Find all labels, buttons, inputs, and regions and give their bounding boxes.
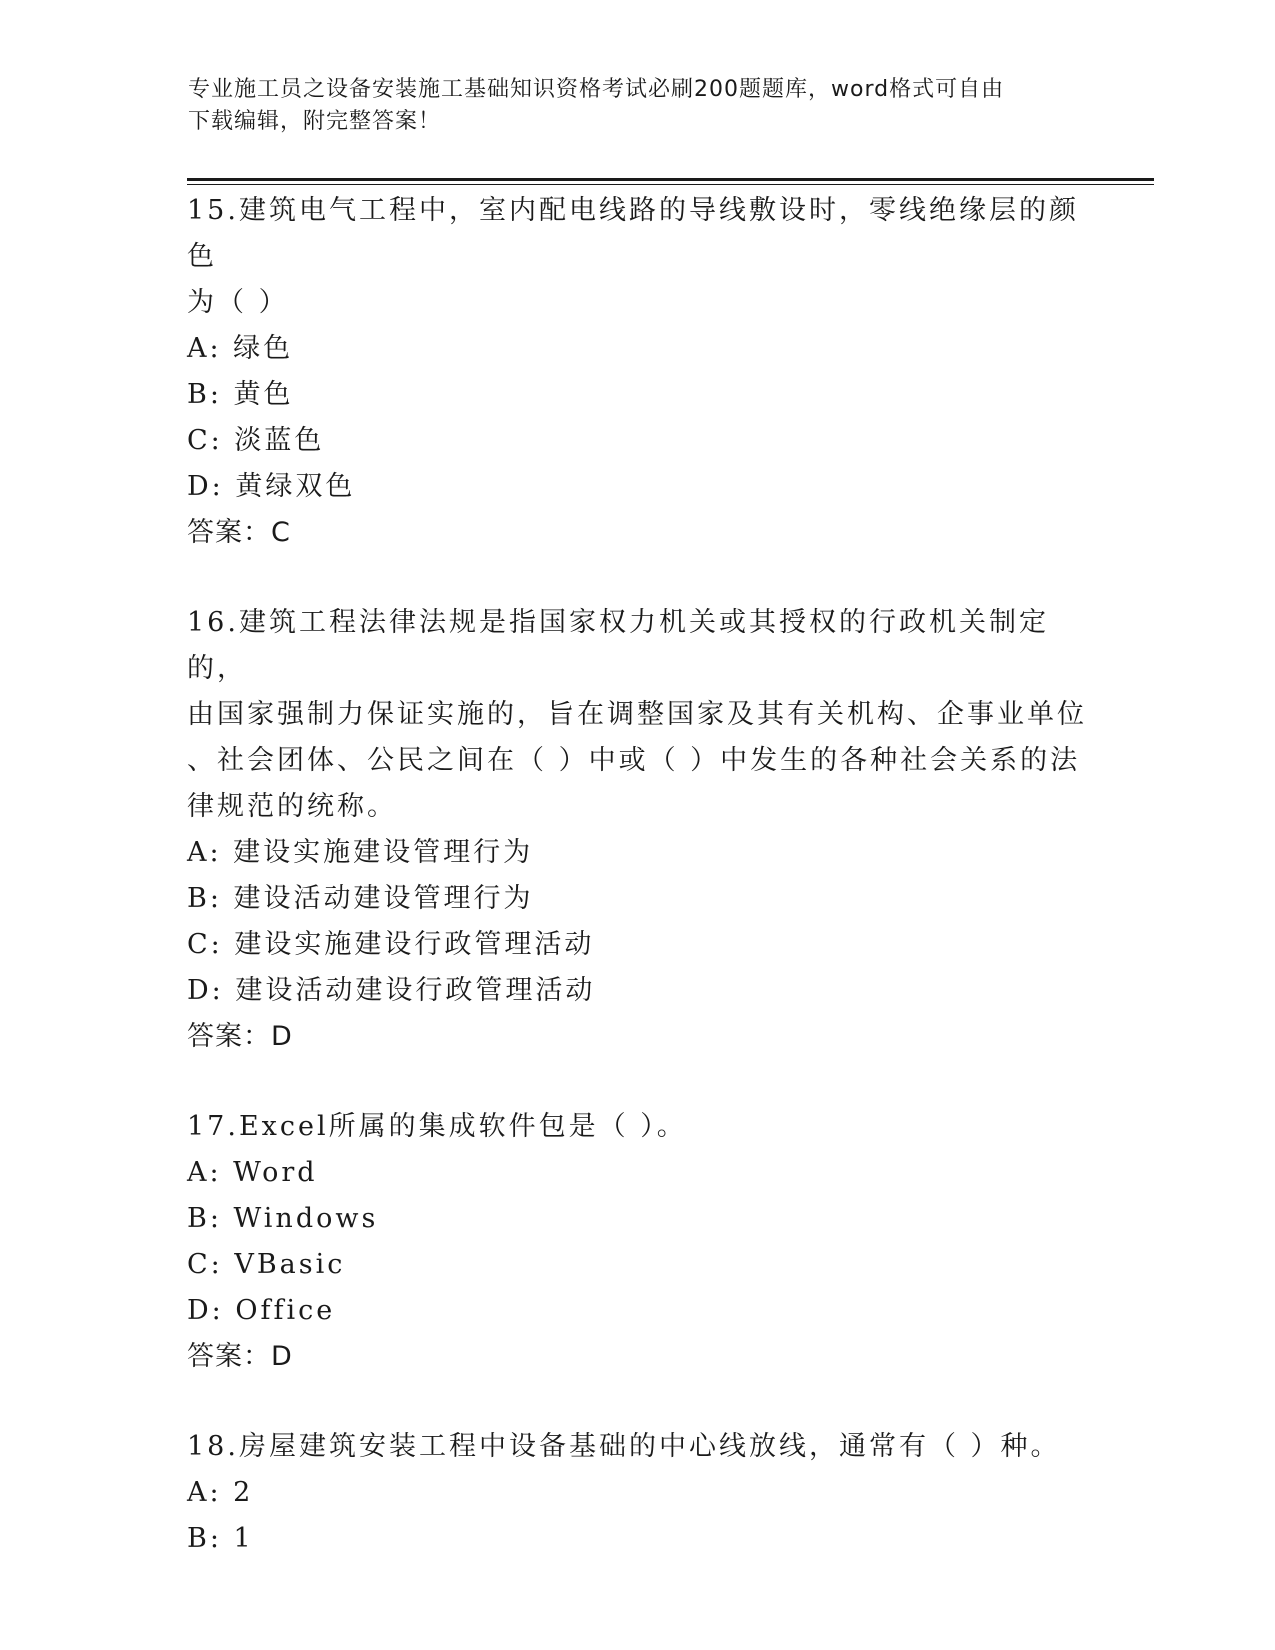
question-17-option-d: D: Office [187,1295,336,1326]
document-header [188,74,1068,138]
question-18-line-1: 18.房屋建筑安装工程中设备基础的中心线放线，通常有（ ）种。 [187,1431,1061,1462]
question-18-option-a: A: 2 [187,1477,254,1508]
question-16-line-4: 律规范的统称。 [187,791,397,822]
question-15-option-c: C: 淡蓝色 [187,425,325,456]
question-17-option-a: A: Word [187,1157,318,1188]
question-17-line-1: 17.Excel所属的集成软件包是（ ）。 [187,1111,687,1142]
question-15-line-1: 15.建筑电气工程中，室内配电线路的导线敷设时，零线绝缘层的颜色 [187,195,1079,272]
question-17-option-b: B: Windows [187,1203,379,1234]
question-15-answer: 答案：C [187,517,291,548]
question-16 [187,600,1087,1060]
question-15-option-d: D: 黄绿双色 [187,471,356,502]
header-line-1: 专业施工员之设备安装施工基础知识资格考试必刷200题题库，word格式可自由 [188,77,1005,102]
spacer [187,1060,1087,1104]
question-16-line-2: 由国家强制力保证实施的，旨在调整国家及其有关机构、企事业单位 [187,699,1087,730]
question-18 [187,1424,1087,1562]
spacer [187,556,1087,600]
header-rule-thick [187,178,1154,181]
header-rule-thin [187,184,1154,185]
question-16-option-a: A: 建设实施建设管理行为 [187,837,534,868]
question-16-option-c: C: 建设实施建设行政管理活动 [187,929,595,960]
question-15-option-a: A: 绿色 [187,333,294,364]
question-16-line-3: 、社会团体、公民之间在（ ）中或（ ）中发生的各种社会关系的法 [187,745,1081,776]
spacer [187,1380,1087,1424]
question-17-option-c: C: VBasic [187,1249,346,1280]
question-16-option-b: B: 建设活动建设管理行为 [187,883,534,914]
header-line-2: 下载编辑，附完整答案！ [188,109,442,134]
question-17 [187,1104,1087,1380]
question-15-option-b: B: 黄色 [187,379,294,410]
question-18-option-b: B: 1 [187,1523,254,1554]
question-16-answer: 答案：D [187,1021,293,1052]
question-16-line-1: 16.建筑工程法律法规是指国家权力机关或其授权的行政机关制定的， [187,607,1049,684]
question-list [187,188,1087,1562]
question-15 [187,188,1087,556]
question-15-line-2: 为（ ） [187,287,289,318]
question-16-option-d: D: 建设活动建设行政管理活动 [187,975,596,1006]
question-17-answer: 答案：D [187,1341,293,1372]
